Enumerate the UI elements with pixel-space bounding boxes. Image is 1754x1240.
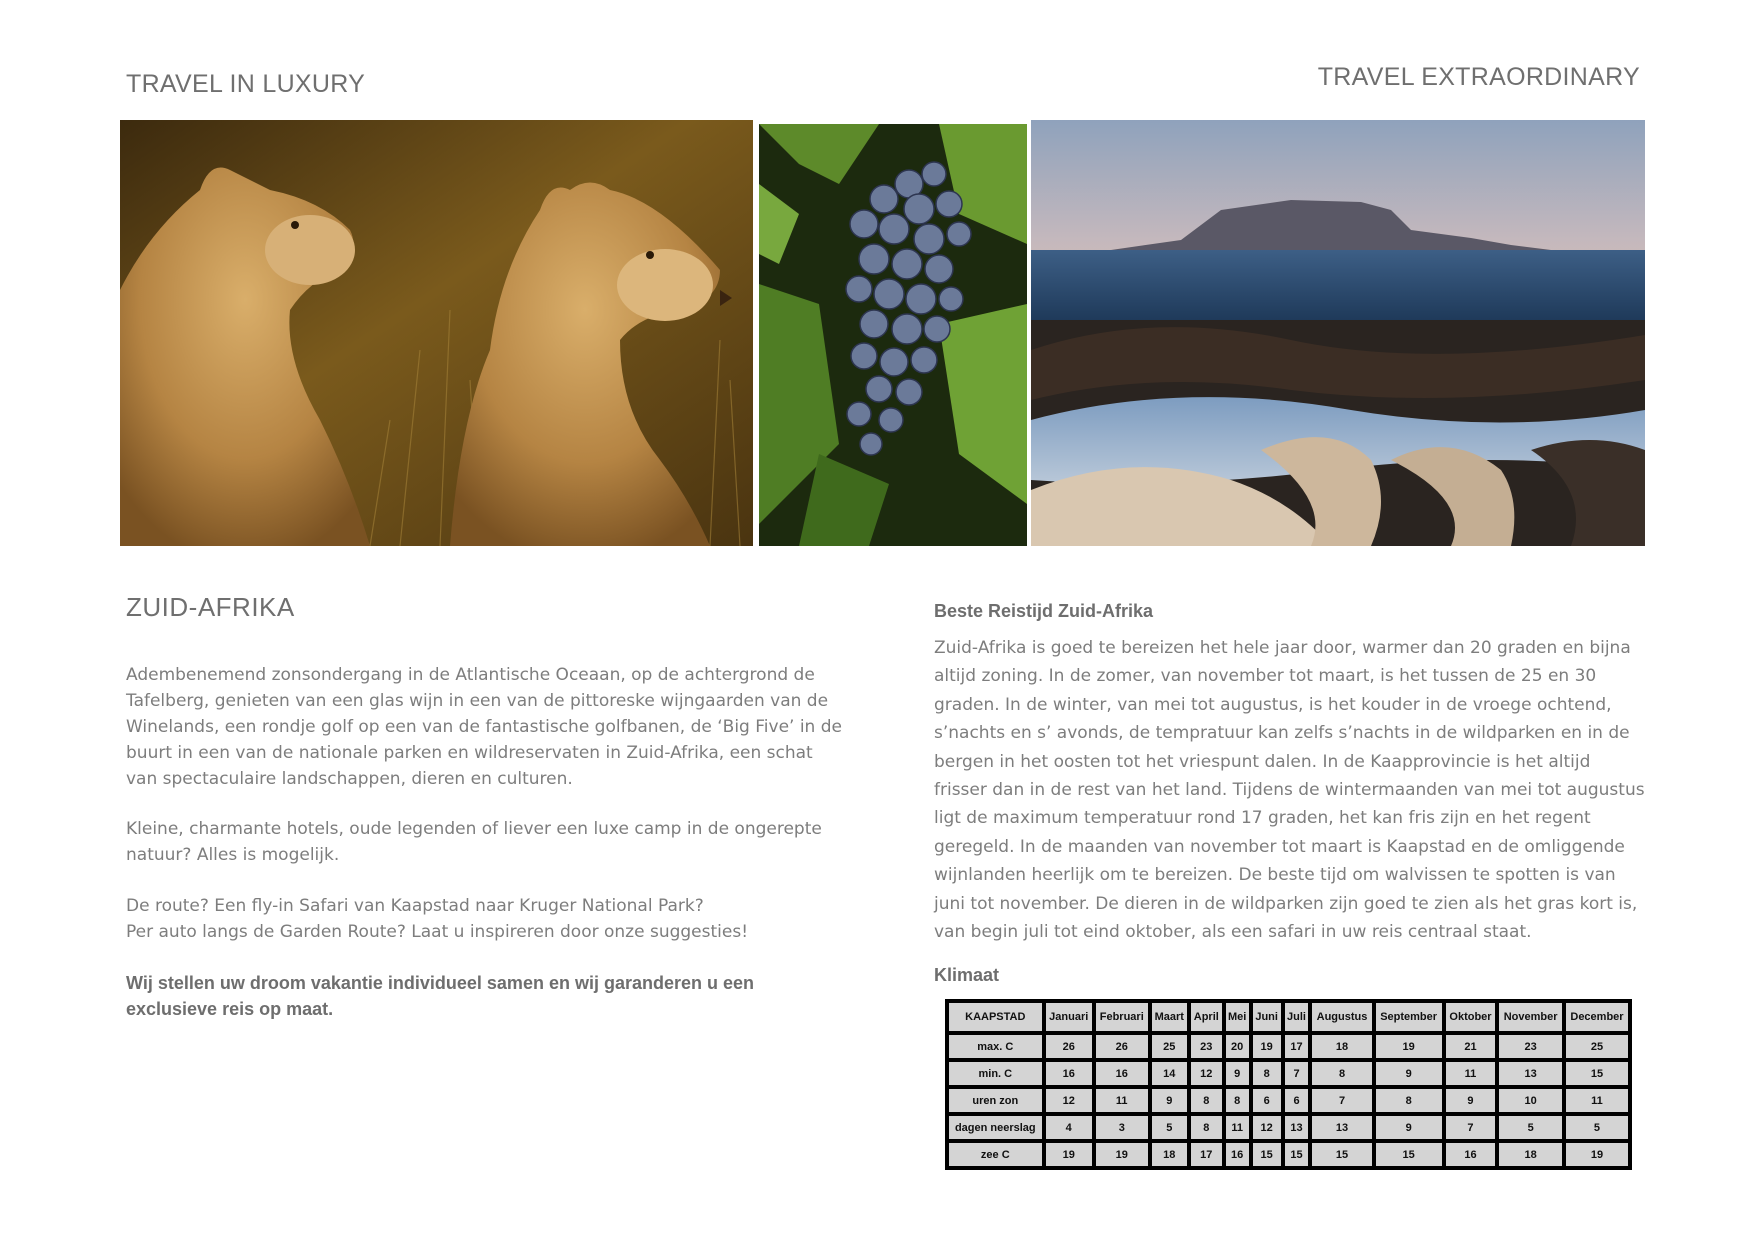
climate-cell: 13 — [1310, 1114, 1373, 1141]
climate-cell: 15 — [1310, 1141, 1373, 1168]
best-season-text: Zuid-Afrika is goed te bereizen het hele jaar door, warmer dan 20 graden en bijna altijd zoning. In de zomer, van november tot maart, is het tussen de 25 en 30 graden. In de winter, van mei tot augustus, is het kouder in de vroege ochtend, s’nachts en s’ avonds, de tempratuur kan zelfs s’nachts in de wildparken en in de bergen in het oosten tot het vriespunt dalen. In de Kaapprovincie is het altijd frisser dan in de rest van het land. Tijdens de wintermaanden van mei tot augustus ligt de maximum temperatuur rond 17 graden, het kan fris zijn en het regent geregeld. In de maanden van november tot maart is Kaapstad en de omliggende wijnlanden heerlijk om te bereizen. De beste tijd om walvissen te spotten is van juni tot november. De dieren in de wildparken zijn goed te zien als het gras kort is, van begin juli tot eind oktober, als een safari in uw reis centraal staat. — [934, 638, 1645, 943]
climate-cell: 8 — [1189, 1087, 1224, 1114]
climate-cell: 7 — [1310, 1087, 1373, 1114]
climate-cell: 13 — [1283, 1114, 1311, 1141]
climate-cell: 12 — [1189, 1060, 1224, 1087]
climate-cell: 7 — [1283, 1060, 1311, 1087]
climate-cell: 26 — [1044, 1033, 1094, 1060]
row-label: max. C — [947, 1033, 1044, 1060]
climate-row — [947, 1141, 1630, 1168]
climate-cell: 13 — [1497, 1060, 1564, 1087]
climate-cell: 9 — [1444, 1087, 1498, 1114]
climate-cell: 5 — [1497, 1114, 1564, 1141]
row-label: min. C — [947, 1060, 1044, 1087]
climate-cell: 11 — [1564, 1087, 1630, 1114]
climate-cell: 5 — [1150, 1114, 1189, 1141]
climate-cell: 23 — [1497, 1033, 1564, 1060]
climate-cell: 9 — [1374, 1060, 1444, 1087]
column-header: April — [1189, 1001, 1224, 1033]
climate-row — [947, 1060, 1630, 1087]
column-header: December — [1564, 1001, 1630, 1033]
climate-cell: 19 — [1044, 1141, 1094, 1168]
climate-cell: 5 — [1564, 1114, 1630, 1141]
climate-cell: 3 — [1094, 1114, 1150, 1141]
climate-cell: 25 — [1150, 1033, 1189, 1060]
climate-table — [945, 999, 1632, 1170]
climate-cell: 4 — [1044, 1114, 1094, 1141]
climate-cell: 10 — [1497, 1087, 1564, 1114]
column-header: Oktober — [1444, 1001, 1498, 1033]
climate-cell: 19 — [1251, 1033, 1283, 1060]
climate-cell: 15 — [1283, 1141, 1311, 1168]
climate-cell: 11 — [1094, 1087, 1150, 1114]
climate-cell: 18 — [1497, 1141, 1564, 1168]
column-header: September — [1374, 1001, 1444, 1033]
climate-cell: 26 — [1094, 1033, 1150, 1060]
climate-header-row — [947, 1001, 1630, 1033]
row-label: dagen neerslag — [947, 1114, 1044, 1141]
route-line-2: Per auto langs de Garden Route? Laat u inspireren door onze suggesties! — [126, 922, 749, 942]
closing-statement: Wij stellen uw droom vakantie individueel samen en wij garanderen u een exclusieve reis op maat. — [126, 973, 755, 1019]
climate-cell: 6 — [1251, 1087, 1283, 1114]
climate-heading: Klimaat — [934, 965, 1000, 985]
column-header: KAAPSTAD — [947, 1001, 1044, 1033]
climate-row — [947, 1114, 1630, 1141]
climate-cell: 8 — [1224, 1087, 1251, 1114]
column-header: November — [1497, 1001, 1564, 1033]
route-paragraph — [126, 893, 846, 945]
climate-cell: 19 — [1094, 1141, 1150, 1168]
column-header: Juni — [1251, 1001, 1283, 1033]
climate-cell: 16 — [1094, 1060, 1150, 1087]
climate-body — [947, 1033, 1630, 1168]
climate-cell: 19 — [1374, 1033, 1444, 1060]
column-header: Mei — [1224, 1001, 1251, 1033]
column-header: Augustus — [1310, 1001, 1373, 1033]
table-mountain-photo — [1031, 120, 1645, 546]
row-label: uren zon — [947, 1087, 1044, 1114]
climate-row — [947, 1087, 1630, 1114]
climate-cell: 18 — [1310, 1033, 1373, 1060]
climate-cell: 9 — [1224, 1060, 1251, 1087]
climate-row — [947, 1033, 1630, 1060]
climate-cell: 7 — [1444, 1114, 1498, 1141]
climate-cell: 15 — [1374, 1141, 1444, 1168]
best-season-heading: Beste Reistijd Zuid-Afrika — [934, 601, 1154, 621]
climate-cell: 15 — [1251, 1141, 1283, 1168]
climate-cell: 8 — [1374, 1087, 1444, 1114]
route-line-1: De route? Een fly-in Safari van Kaapstad naar Kruger National Park? — [126, 896, 704, 916]
grapes-photo — [759, 124, 1027, 546]
climate-cell: 20 — [1224, 1033, 1251, 1060]
climate-cell: 17 — [1189, 1141, 1224, 1168]
climate-cell: 16 — [1224, 1141, 1251, 1168]
climate-cell: 11 — [1444, 1060, 1498, 1087]
column-header: Februari — [1094, 1001, 1150, 1033]
column-header: Januari — [1044, 1001, 1094, 1033]
climate-cell: 9 — [1374, 1114, 1444, 1141]
climate-cell: 16 — [1044, 1060, 1094, 1087]
lionesses-photo — [120, 120, 753, 546]
climate-cell: 16 — [1444, 1141, 1498, 1168]
climate-cell: 14 — [1150, 1060, 1189, 1087]
row-label: zee C — [947, 1141, 1044, 1168]
climate-cell: 12 — [1044, 1087, 1094, 1114]
climate-cell: 19 — [1564, 1141, 1630, 1168]
climate-cell: 12 — [1251, 1114, 1283, 1141]
intro-paragraph: Adembenemend zonsondergang in de Atlantische Oceaan, op de achtergrond de Tafelberg, genieten van een glas wijn in een van de pittoreske wijngaarden van de Winelands, een rondje golf op een van de fantastische golfbanen, de ‘Big Five’ in de buurt in een van de nationale parken en wildreservaten in Zuid-Afrika, een schat van spectaculaire landschappen, dieren en culturen. — [126, 665, 842, 789]
climate-cell: 25 — [1564, 1033, 1630, 1060]
column-header: Maart — [1150, 1001, 1189, 1033]
header-left: TRAVEL IN LUXURY — [126, 70, 366, 98]
climate-cell: 11 — [1224, 1114, 1251, 1141]
climate-cell: 8 — [1251, 1060, 1283, 1087]
hotels-paragraph: Kleine, charmante hotels, oude legenden of liever een luxe camp in de ongerepte natuur? Alles is mogelijk. — [126, 819, 822, 865]
climate-cell: 18 — [1150, 1141, 1189, 1168]
climate-cell: 23 — [1189, 1033, 1224, 1060]
climate-cell: 17 — [1283, 1033, 1311, 1060]
column-header: Juli — [1283, 1001, 1311, 1033]
page-title: ZUID-AFRIKA — [126, 592, 295, 622]
climate-cell: 8 — [1189, 1114, 1224, 1141]
header-right: TRAVEL EXTRAORDINARY — [1317, 63, 1640, 91]
climate-cell: 8 — [1310, 1060, 1373, 1087]
climate-cell: 6 — [1283, 1087, 1311, 1114]
climate-cell: 9 — [1150, 1087, 1189, 1114]
climate-cell: 15 — [1564, 1060, 1630, 1087]
climate-cell: 21 — [1444, 1033, 1498, 1060]
